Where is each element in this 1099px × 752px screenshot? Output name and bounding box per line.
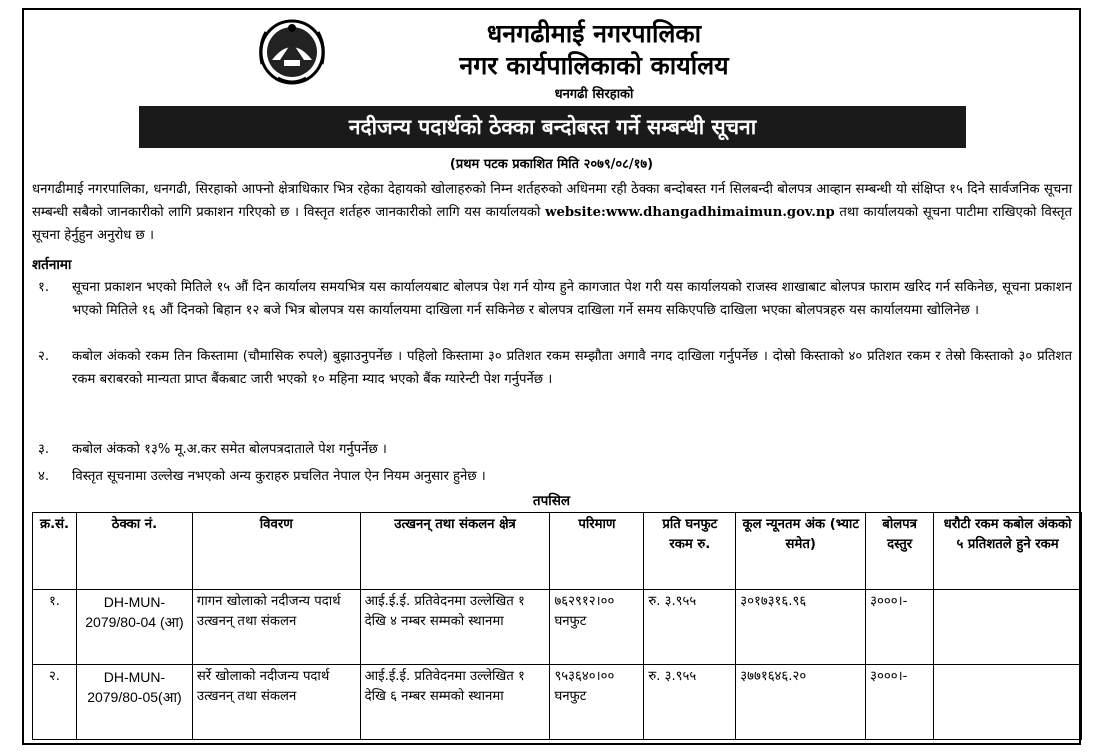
column-header: धरौटी रकम कबोल अंकको ५ प्रतिशतले हुने रकम [934,513,1082,590]
deposit-cell [934,590,1082,665]
schedule-heading: तपसिल [532,493,571,509]
notice-title-banner [139,106,966,148]
area-cell: आई.ई.ई. प्रतिवेदनमा उल्लेखित १ देखि ६ नम्बर सम्मको स्थानमा [360,665,550,740]
schedule-table [32,512,1082,740]
total-cell: ३७७१६४६.२० [736,665,866,740]
description-cell: गागन खोलाको नदीजन्य पदार्थ उत्खनन् तथा संकलन [192,590,360,665]
notice-title: नदीजन्य पदार्थको ठेक्का बन्दोबस्त गर्ने सम्बन्धी सूचना [348,115,757,139]
column-header: उत्खनन् तथा संकलन क्षेत्र [360,513,550,590]
condition-item [32,276,1072,322]
condition-number: १. [38,280,50,295]
condition-text: कबोल अंकको १३% मू.अ.कर समेत बोलपत्रदाताले पेश गर्नुपर्नेछ । [72,442,387,457]
column-header: विवरण [192,513,360,590]
condition-number: ३. [38,442,50,457]
table-row [33,590,1082,665]
office-name: नगर कार्यपालिकाको कार्यालय [459,51,729,80]
serial-cell: २. [33,665,77,740]
condition-number: ४. [38,469,50,484]
intro-text-before: धनगढीमाई नगरपालिका, धनगढी, सिरहाको आफ्नो क्षेत्राधिकार भित्र रहेका देहायको खोलाहरुको निम्न शर्तहरुको अधिनमा रही ठेक्का बन्दोबस्त गर्न सिलबन्दी बोलपत्र आव्हान सम्बन्धी यो संक्षिप्त १५ दिने सार्वजनिक सूचना सम्बन्धी सबैको जानकारीको लागि प्रकाशन गरिएको छ । विस्तृत शर्तहरु जानकारीको लागि यस कार्यालयको [32,182,1072,220]
quantity-cell: ९५३६४०।०० घनफुट [550,665,644,740]
conditions-heading: शर्तनामा [32,257,72,273]
nepal-government-emblem-icon [254,16,330,86]
condition-item [32,438,1072,461]
column-header: कूल न्यूनतम अंक (भ्याट समेत) [736,513,866,590]
publication-date: (प्रथम पटक प्रकाशित मिति २०७९/०८/१७) [449,157,654,172]
description-cell: सर्रे खोलाको नदीजन्य पदार्थ उत्खनन् तथा संकलन [192,665,360,740]
intro-text-after: तथा कार्यालयको सूचना पाटीमा राखिएको विस्तृत सूचना हेर्नुहुन अनुरोध छ । [32,205,1072,243]
contract-number-cell: DH-MUN-2079/80-05(आ) [76,665,192,740]
column-header: प्रति घनफुट रकम रु. [644,513,736,590]
condition-text: कबोल अंकको रकम तिन किस्तामा (चौमासिक रुपले) बुझाउनुपर्नेछ । पहिलो किस्तामा ३० प्रतिशत रकम सम्झौता अगावै नगद दाखिला गर्नुपर्नेछ । दोस्रो किस्ताको ४० प्रतिशत रकम र तेस्रो किस्ताको ३० प्रतिशत रकम बराबरको मान्यता प्राप्त बैंकबाट जारी भएको १० महिना म्याद भएको बैंक ग्यारेन्टी पेश गर्नुपर्नेछ । [72,349,1072,387]
area-cell: आई.ई.ई. प्रतिवेदनमा उल्लेखित १ देखि ४ नम्बर सम्मको स्थानमा [360,590,550,665]
table-row [33,665,1082,740]
rate-cell: रु. ३.९५५ [644,665,736,740]
quantity-cell: ७६२९१२।०० घनफुट [550,590,644,665]
column-header: ठेक्का नं. [76,513,192,590]
website-link[interactable]: website:www.dhangadhimaimun.gov.np [545,205,835,220]
condition-item [32,465,1072,488]
municipality-name: धनगढीमाई नगरपालिका [486,19,702,48]
bid-fee-cell: ३०००।- [866,665,934,740]
serial-cell: १. [33,590,77,665]
table-header-row [33,513,1082,590]
column-header: परिमाण [550,513,644,590]
rate-cell: रु. ३.९५५ [644,590,736,665]
column-header: क्र.सं. [33,513,77,590]
condition-text: विस्तृत सूचनामा उल्लेख नभएको अन्य कुराहरु प्रचलित नेपाल ऐन नियम अनुसार हुनेछ । [72,469,486,484]
contract-number-cell: DH-MUN-2079/80-04 (आ) [76,590,192,665]
condition-text: सूचना प्रकाशन भएको मितिले १५ औं दिन कार्यालय समयभित्र यस कार्यालयबाट बोलपत्र पेश गर्न योग्य हुने कागजात पेश गरी यस कार्यालयको राजस्व शाखाबाट बोलपत्र फाराम खरिद गर्न सकिनेछ, सूचना प्रकाशन भएको मितिले १६ औं दिनको बिहान १२ बजे भित्र बोलपत्र यस कार्यालयमा दाखिला गर्न सकिनेछ र बोलपत्र दाखिला गर्ने समय सकिएपछि दाखिला भएका बोलपत्रहरु यस कार्यालयमा खोलिनेछ । [72,280,1072,318]
column-header: बोलपत्र दस्तुर [866,513,934,590]
deposit-cell [934,665,1082,740]
condition-item [32,345,1072,391]
total-cell: ३०१७३१६.९६ [736,590,866,665]
notice-frame [22,8,1081,745]
bid-fee-cell: ३०००।- [866,590,934,665]
intro-paragraph [32,178,1072,247]
condition-number: २. [38,349,50,364]
office-location: धनगढी सिरहाको [554,87,634,102]
